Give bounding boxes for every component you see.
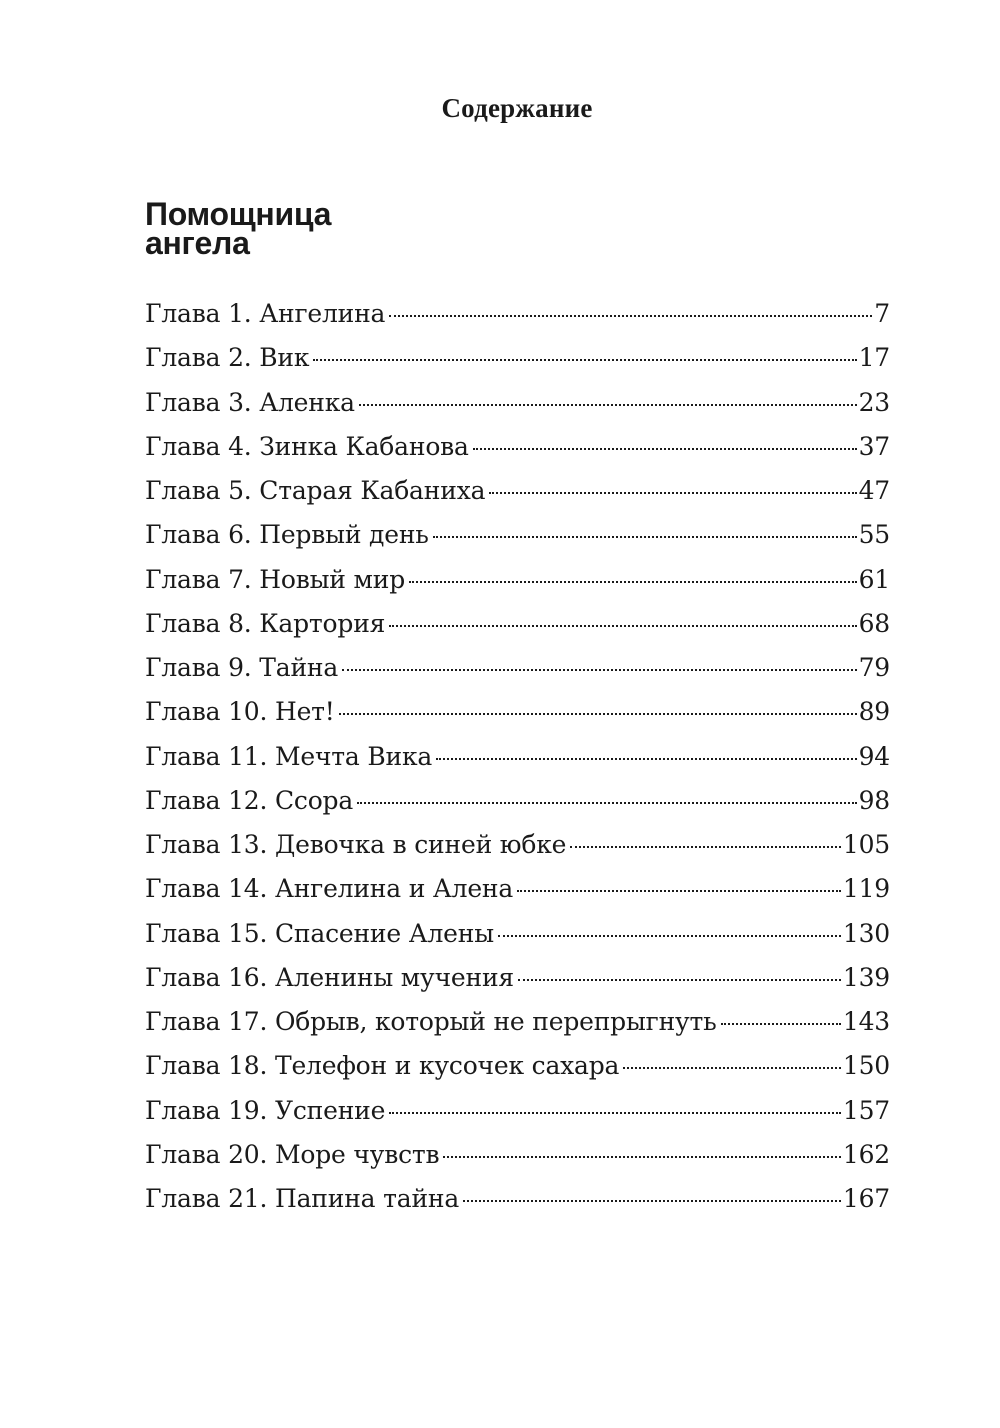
toc-entry[interactable] bbox=[145, 653, 890, 697]
toc-entry-page: 150 bbox=[842, 1051, 890, 1081]
dot-leader bbox=[389, 315, 872, 317]
toc-entry-title: Глава 14. Ангелина и Алена bbox=[145, 874, 514, 904]
toc-entry-title: Глава 17. Обрыв, который не перепрыгнуть bbox=[145, 1007, 717, 1036]
toc-entry[interactable] bbox=[145, 299, 890, 343]
dot-leader bbox=[342, 669, 857, 671]
page-title: Содержание bbox=[441, 93, 593, 123]
toc-entry-page: 143 bbox=[842, 1007, 890, 1036]
toc-entry-page: 47 bbox=[858, 476, 890, 505]
dot-leader bbox=[721, 1023, 841, 1025]
dot-leader bbox=[313, 359, 856, 361]
toc-entry-title: Глава 3. Аленка bbox=[145, 387, 355, 417]
toc-entry[interactable] bbox=[145, 1140, 890, 1184]
toc-entry-title: Глава 20. Море чувств bbox=[145, 1139, 440, 1169]
toc-entry[interactable] bbox=[145, 1096, 890, 1140]
dot-leader bbox=[489, 492, 856, 494]
toc-entry[interactable] bbox=[145, 1007, 890, 1051]
toc-entry-title: Глава 4. Зинка Кабанова bbox=[145, 431, 469, 461]
toc-entry-page: 7 bbox=[874, 299, 890, 328]
table-of-contents bbox=[145, 299, 890, 1228]
dot-leader bbox=[357, 802, 857, 804]
toc-entry-title: Глава 7. Новый мир bbox=[145, 564, 406, 594]
toc-entry[interactable] bbox=[145, 963, 890, 1007]
toc-entry-page: 61 bbox=[858, 564, 890, 594]
toc-entry-title: Глава 5. Старая Кабаниха bbox=[145, 476, 486, 505]
dot-leader bbox=[570, 846, 841, 848]
toc-entry[interactable] bbox=[145, 432, 890, 476]
toc-entry[interactable] bbox=[145, 565, 890, 609]
toc-entry[interactable] bbox=[145, 830, 890, 874]
toc-entry-title: Глава 9. Тайна bbox=[145, 653, 339, 682]
toc-entry-page: 23 bbox=[858, 387, 890, 417]
toc-entry-title: Глава 11. Мечта Вика bbox=[145, 741, 433, 771]
toc-entry[interactable] bbox=[145, 388, 890, 432]
dot-leader bbox=[517, 890, 841, 892]
toc-entry-page: 119 bbox=[842, 874, 890, 904]
toc-entry[interactable] bbox=[145, 343, 890, 387]
dot-leader bbox=[498, 935, 841, 937]
toc-entry-title: Глава 19. Успение bbox=[145, 1095, 386, 1125]
dot-leader bbox=[359, 404, 857, 406]
dot-leader bbox=[436, 758, 856, 760]
book-title-line-2: ангела bbox=[145, 225, 250, 261]
toc-entry[interactable] bbox=[145, 697, 890, 741]
toc-entry[interactable] bbox=[145, 476, 890, 520]
toc-entry-page: 130 bbox=[842, 918, 890, 948]
toc-entry-page: 37 bbox=[858, 431, 890, 461]
toc-entry-title: Глава 8. Картория bbox=[145, 608, 386, 638]
toc-entry-page: 162 bbox=[842, 1139, 890, 1169]
dot-leader bbox=[518, 979, 841, 981]
dot-leader bbox=[389, 625, 856, 627]
toc-entry-page: 98 bbox=[858, 785, 890, 815]
toc-entry-page: 55 bbox=[858, 520, 890, 550]
toc-entry[interactable] bbox=[145, 609, 890, 653]
book-title-line-1: Помощница bbox=[145, 196, 332, 232]
toc-entry-title: Глава 15. Спасение Алены bbox=[145, 918, 494, 948]
toc-entry-page: 167 bbox=[842, 1184, 890, 1213]
toc-entry-page: 68 bbox=[858, 608, 890, 638]
toc-entry-page: 89 bbox=[858, 697, 890, 727]
toc-entry-title: Глава 6. Первый день bbox=[145, 520, 429, 550]
toc-entry-title: Глава 18. Телефон и кусочек сахара bbox=[145, 1051, 620, 1081]
toc-entry-title: Глава 16. Аленины мучения bbox=[145, 962, 514, 992]
toc-entry[interactable] bbox=[145, 1051, 890, 1095]
toc-entry-title: Глава 2. Вик bbox=[145, 343, 310, 373]
toc-entry[interactable] bbox=[145, 1184, 890, 1228]
book-title bbox=[145, 196, 332, 261]
toc-entry-title: Глава 1. Ангелина bbox=[145, 299, 386, 328]
toc-entry[interactable] bbox=[145, 874, 890, 918]
toc-entry[interactable] bbox=[145, 520, 890, 564]
dot-leader bbox=[473, 448, 857, 450]
dot-leader bbox=[433, 536, 857, 538]
toc-entry-page: 17 bbox=[858, 343, 890, 373]
dot-leader bbox=[463, 1200, 841, 1202]
toc-entry-page: 105 bbox=[842, 830, 890, 859]
toc-entry-page: 157 bbox=[842, 1095, 890, 1125]
dot-leader bbox=[409, 581, 857, 583]
toc-entry-title: Глава 21. Папина тайна bbox=[145, 1184, 460, 1213]
toc-entry[interactable] bbox=[145, 786, 890, 830]
dot-leader bbox=[623, 1067, 841, 1069]
toc-entry[interactable] bbox=[145, 742, 890, 786]
toc-entry-page: 139 bbox=[842, 962, 890, 992]
dot-leader bbox=[389, 1112, 841, 1114]
dot-leader bbox=[443, 1156, 840, 1158]
toc-entry-page: 79 bbox=[858, 653, 890, 682]
toc-entry[interactable] bbox=[145, 919, 890, 963]
toc-entry-title: Глава 10. Нет! bbox=[145, 697, 335, 727]
toc-entry-title: Глава 13. Девочка в синей юбке bbox=[145, 830, 567, 859]
toc-entry-page: 94 bbox=[858, 741, 890, 771]
toc-entry-title: Глава 12. Ссора bbox=[145, 785, 354, 815]
dot-leader bbox=[339, 713, 857, 715]
